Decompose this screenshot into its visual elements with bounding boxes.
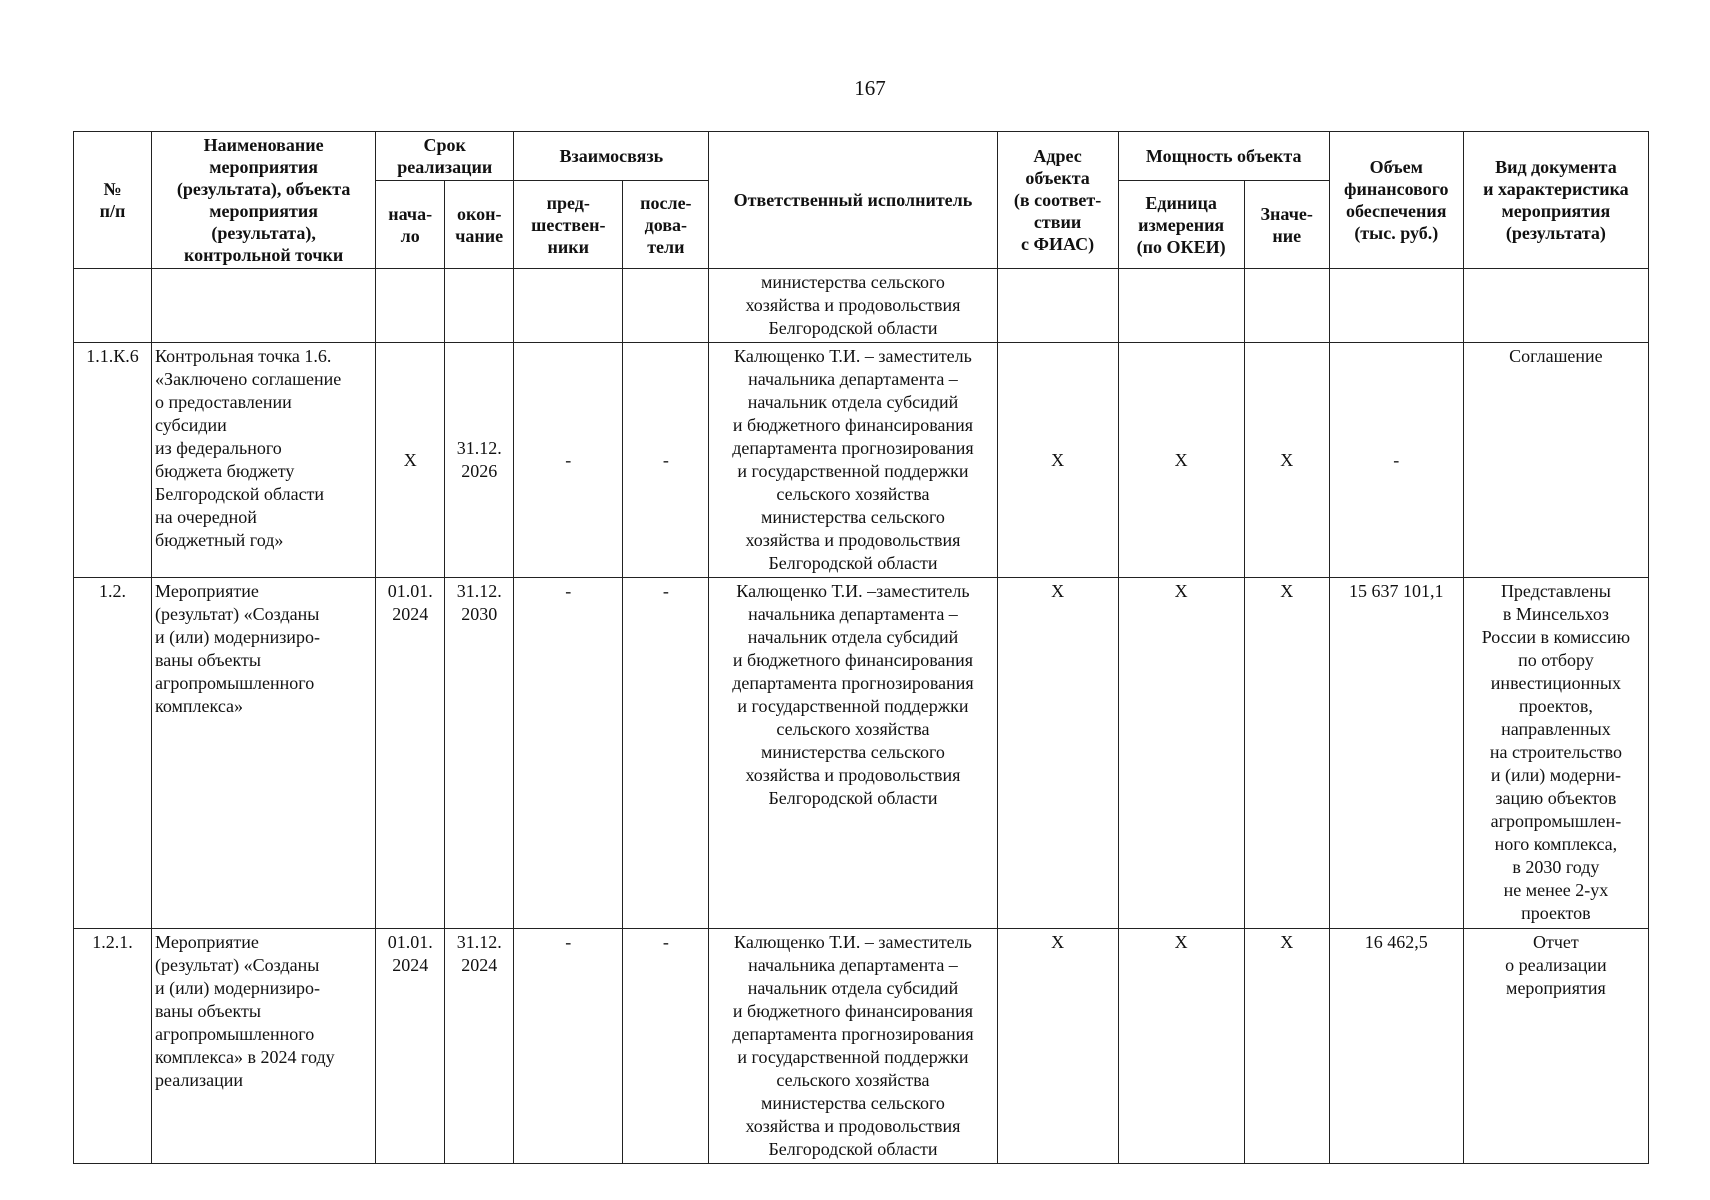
cell-end bbox=[445, 269, 514, 343]
cell-address: Х bbox=[997, 929, 1118, 1164]
header-term: Срок реализации bbox=[376, 132, 514, 181]
header-unit: Единица измерения (по ОКЕИ) bbox=[1118, 181, 1244, 269]
header-term-end: окон- чание bbox=[445, 181, 514, 269]
cell-start: 01.01. 2024 bbox=[376, 578, 445, 929]
header-address: Адрес объекта (в соответ- ствии с ФИАС) bbox=[997, 132, 1118, 269]
cell-address: Х bbox=[997, 343, 1118, 578]
header-term-start: нача- ло bbox=[376, 181, 445, 269]
cell-prev: - bbox=[514, 343, 623, 578]
cell-responsible: Калющенко Т.И. – заместитель начальника департамента – начальник отдела субсидий и бюджетного финансирования департамента прогнозирования и государственной поддержки сельского хозяйства министерства сельского хозяйства и продовольствия Белгородской области bbox=[709, 929, 997, 1164]
cell-doc: Соглашение bbox=[1463, 343, 1648, 578]
header-link-next: после- дова- тели bbox=[623, 181, 709, 269]
cell-finance: 16 462,5 bbox=[1329, 929, 1463, 1164]
cell-next: - bbox=[623, 929, 709, 1164]
cell-doc: Отчет о реализации мероприятия bbox=[1463, 929, 1648, 1164]
cell-start bbox=[376, 269, 445, 343]
cell-doc bbox=[1463, 269, 1648, 343]
cell-doc: Представлены в Минсельхоз России в комиссию по отбору инвестиционных проектов, направленных на строительство и (или) модерни- зацию объектов агропромышлен- ного комплекса, в 2030 году не менее 2-ух проектов bbox=[1463, 578, 1648, 929]
cell-next: - bbox=[623, 343, 709, 578]
cell-unit: Х bbox=[1118, 343, 1244, 578]
cell-value bbox=[1244, 269, 1329, 343]
cell-num bbox=[74, 269, 152, 343]
header-link: Взаимосвязь bbox=[514, 132, 709, 181]
cell-name: Контрольная точка 1.6. «Заключено соглашение о предоставлении субсидии из федерального бюджета бюджету Белгородской области на очередной бюджетный год» bbox=[152, 343, 376, 578]
cell-end: 31.12. 2026 bbox=[445, 343, 514, 578]
cell-address bbox=[997, 269, 1118, 343]
cell-num: 1.2. bbox=[74, 578, 152, 929]
cell-end: 31.12. 2024 bbox=[445, 929, 514, 1164]
table-row bbox=[74, 269, 1649, 343]
cell-start: 01.01. 2024 bbox=[376, 929, 445, 1164]
cell-address: Х bbox=[997, 578, 1118, 929]
cell-finance: - bbox=[1329, 343, 1463, 578]
header-capacity: Мощность объекта bbox=[1118, 132, 1329, 181]
table-row bbox=[74, 929, 1649, 1164]
page-number: 167 bbox=[854, 76, 886, 100]
header-name: Наименование мероприятия (результата), объекта мероприятия (результата), контрольной точки bbox=[152, 132, 376, 269]
cell-value: Х bbox=[1244, 929, 1329, 1164]
cell-prev: - bbox=[514, 929, 623, 1164]
cell-prev: - bbox=[514, 578, 623, 929]
cell-finance bbox=[1329, 269, 1463, 343]
cell-unit: Х bbox=[1118, 929, 1244, 1164]
cell-num: 1.1.К.6 bbox=[74, 343, 152, 578]
header-num: № п/п bbox=[74, 132, 152, 269]
header-value: Значе- ние bbox=[1244, 181, 1329, 269]
header-link-prev: пред- шествен- ники bbox=[514, 181, 623, 269]
cell-num: 1.2.1. bbox=[74, 929, 152, 1164]
cell-start: Х bbox=[376, 343, 445, 578]
cell-unit: Х bbox=[1118, 578, 1244, 929]
cell-value: Х bbox=[1244, 343, 1329, 578]
cell-next bbox=[623, 269, 709, 343]
header-finance: Объем финансового обеспечения (тыс. руб.) bbox=[1329, 132, 1463, 269]
cell-responsible: Калющенко Т.И. –заместитель начальника департамента – начальник отдела субсидий и бюджетного финансирования департамента прогнозирования и государственной поддержки сельского хозяйства министерства сельского хозяйства и продовольствия Белгородской области bbox=[709, 578, 997, 929]
cell-name bbox=[152, 269, 376, 343]
table-row bbox=[74, 578, 1649, 929]
cell-responsible: Калющенко Т.И. – заместитель начальника департамента – начальник отдела субсидий и бюджетного финансирования департамента прогнозирования и государственной поддержки сельского хозяйства министерства сельского хозяйства и продовольствия Белгородской области bbox=[709, 343, 997, 578]
cell-finance: 15 637 101,1 bbox=[1329, 578, 1463, 929]
table-row bbox=[74, 343, 1649, 578]
cell-next: - bbox=[623, 578, 709, 929]
cell-prev bbox=[514, 269, 623, 343]
cell-responsible: министерства сельского хозяйства и продовольствия Белгородской области bbox=[709, 269, 997, 343]
cell-name: Мероприятие (результат) «Созданы и (или) модернизиро- ваны объекты агропромышленного комплекса» в 2024 году реализации bbox=[152, 929, 376, 1164]
cell-end: 31.12. 2030 bbox=[445, 578, 514, 929]
header-doc: Вид документа и характеристика мероприятия (результата) bbox=[1463, 132, 1648, 269]
cell-name: Мероприятие (результат) «Созданы и (или) модернизиро- ваны объекты агропромышленного комплекса» bbox=[152, 578, 376, 929]
cell-value: Х bbox=[1244, 578, 1329, 929]
header-responsible: Ответственный исполнитель bbox=[709, 132, 997, 269]
cell-unit bbox=[1118, 269, 1244, 343]
activities-table bbox=[73, 131, 1649, 1164]
